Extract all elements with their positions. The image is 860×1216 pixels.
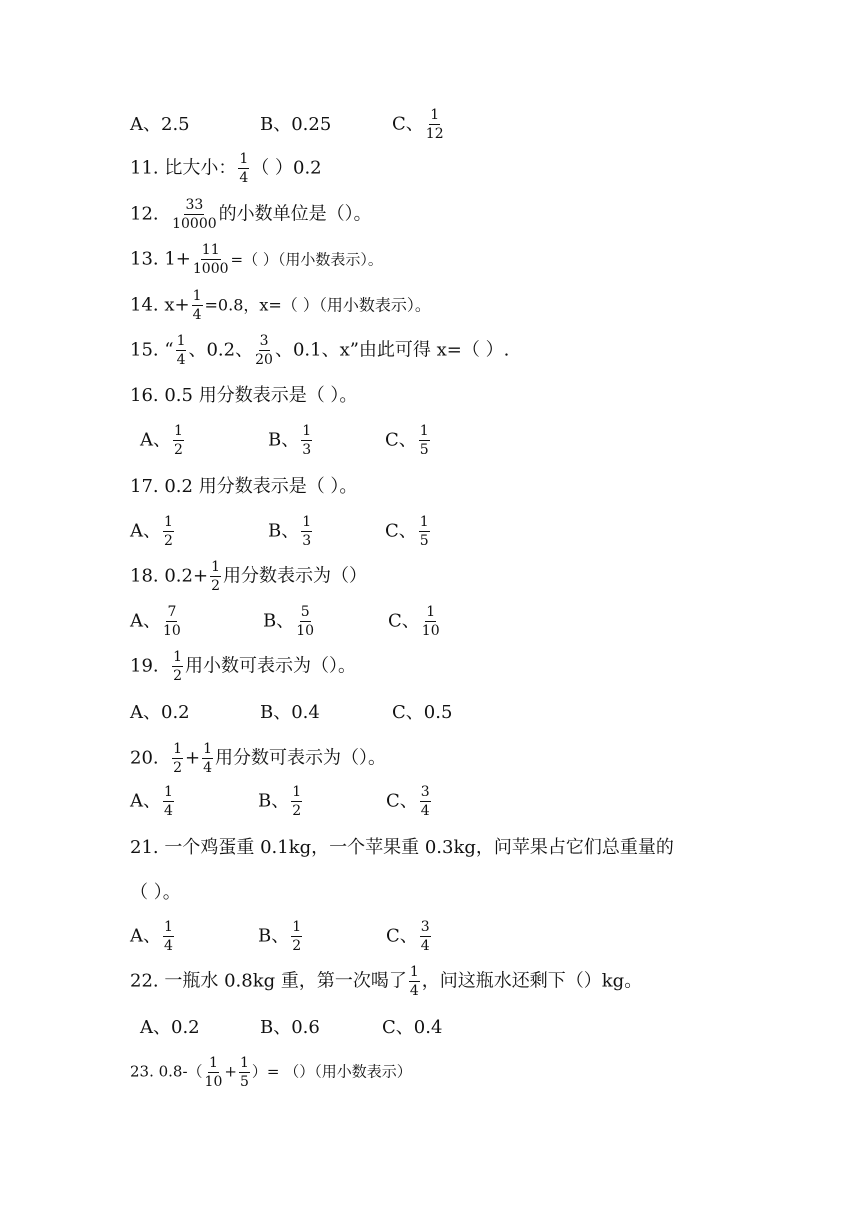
option-b: B、 $\frac{1}{2}$ [258, 919, 302, 954]
question-13: 13. 1+ $\frac{11}{1000}$ =（ ）（用小数表示）。 [130, 242, 383, 277]
fraction: $\frac{1}{3}$ [302, 423, 312, 458]
option-c: C、 $\frac{3}{4}$ [386, 919, 430, 954]
option-b: B、0.4 [260, 702, 320, 723]
fraction: $\frac{7}{10}$ [163, 604, 181, 639]
fraction: $\frac{1}{3}$ [302, 514, 312, 549]
fraction: $\frac{1}{5}$ [419, 514, 429, 549]
question-23: 23. 0.8-（ $\frac{1}{10}$ + $\frac{1}{5}$ ）= （）（用小数表示） [130, 1055, 412, 1090]
fraction: $\frac{1}{10}$ [204, 1055, 223, 1090]
option-a: A、 $\frac{7}{10}$ [130, 604, 181, 639]
fraction: $\frac{1}{4}$ [164, 919, 173, 954]
option-b: B、 $\frac{1}{3}$ [268, 423, 312, 458]
option-a: A、 $\frac{1}{2}$ [140, 423, 183, 458]
fraction: $\frac{1}{5}$ [239, 1055, 249, 1090]
option-a: A、0.2 [140, 1017, 200, 1038]
fraction: $\frac{1}{4}$ [239, 151, 249, 186]
fraction: $\frac{1}{4}$ [192, 288, 202, 323]
option-c: C、0.5 [392, 702, 453, 723]
option-b: B、 $\frac{1}{2}$ [258, 784, 302, 819]
option-b: B、 $\frac{1}{3}$ [268, 514, 312, 549]
fraction: $\frac{3}{4}$ [420, 784, 430, 819]
option-c: C、 $\frac{1}{5}$ [385, 514, 429, 549]
option-a: A、0.2 [130, 702, 190, 723]
question-12: 12. $\frac{33}{10000}$ 的小数单位是（）。 [130, 197, 372, 232]
fraction: $\frac{33}{10000}$ [172, 197, 217, 232]
option-a: A、 $\frac{1}{2}$ [130, 514, 173, 549]
fraction: $\frac{11}{1000}$ [192, 242, 229, 277]
question-18: 18. 0.2+ $\frac{1}{2}$ 用分数表示为（） [130, 559, 367, 594]
fraction: $\frac{1}{2}$ [173, 741, 183, 776]
question-14: 14. x+ $\frac{1}{4}$ =0.8，x=（ ）（用小数表示）。 [130, 288, 431, 323]
fraction: $\frac{5}{10}$ [296, 604, 315, 639]
question-15: 15. “ $\frac{1}{4}$ 、0.2、 $\frac{3}{20}$ 、0.1、x”由此可得 x=（ ）. [130, 333, 510, 368]
question-19: 19. $\frac{1}{2}$ 用小数可表示为（）。 [130, 649, 357, 684]
option-b: B、0.6 [260, 1017, 320, 1038]
fraction: $\frac{1}{4}$ [164, 784, 173, 819]
option-a: A、 $\frac{1}{4}$ [130, 784, 173, 819]
question-20: 20. $\frac{1}{2}$ + $\frac{1}{4}$ 用分数可表示为（）。 [130, 741, 387, 776]
fraction: $\frac{1}{5}$ [419, 423, 429, 458]
fraction: $\frac{1}{4}$ [409, 964, 419, 999]
fraction: $\frac{1}{4}$ [203, 741, 213, 776]
question-11: 11. 比大小： $\frac{1}{4}$ （ ）0.2 [130, 151, 322, 186]
fraction: $\frac{1}{2}$ [174, 423, 183, 458]
option-b: B、0.25 [260, 114, 332, 135]
question-22: 22. 一瓶水 0.8kg 重，第一次喝了 $\frac{1}{4}$ ，问这瓶水还剩下（）kg。 [130, 964, 643, 999]
question-16: 16. 0.5 用分数表示是（ ）。 [130, 385, 358, 406]
question-21-continuation: （ ）。 [130, 882, 181, 903]
question-17: 17. 0.2 用分数表示是（ ）。 [130, 476, 358, 497]
fraction: $\frac{1}{2}$ [173, 649, 183, 684]
option-a: A、 $\frac{1}{4}$ [130, 919, 173, 954]
fraction: $\frac{1}{4}$ [176, 333, 186, 368]
option-a: A、2.5 [130, 114, 190, 135]
fraction: $\frac{1}{10}$ [421, 604, 440, 639]
option-b: B、 $\frac{5}{10}$ [263, 604, 315, 639]
fraction: $\frac{1}{12}$ [425, 107, 444, 142]
fraction: $\frac{1}{2}$ [292, 919, 302, 954]
fraction: $\frac{3}{4}$ [420, 919, 430, 954]
option-c: C、 $\frac{1}{10}$ [388, 604, 440, 639]
fraction: $\frac{1}{2}$ [211, 559, 220, 594]
fraction: $\frac{3}{20}$ [255, 333, 273, 368]
fraction: $\frac{1}{2}$ [292, 784, 302, 819]
option-c: C、 $\frac{3}{4}$ [386, 784, 430, 819]
option-c: C、0.4 [382, 1017, 443, 1038]
option-c: C、 $\frac{1}{5}$ [385, 423, 429, 458]
fraction: $\frac{1}{2}$ [164, 514, 173, 549]
option-c: C、 $\frac{1}{12}$ [392, 107, 444, 142]
question-21: 21. 一个鸡蛋重 0.1kg，一个苹果重 0.3kg，问苹果占它们总重量的 [130, 837, 674, 858]
